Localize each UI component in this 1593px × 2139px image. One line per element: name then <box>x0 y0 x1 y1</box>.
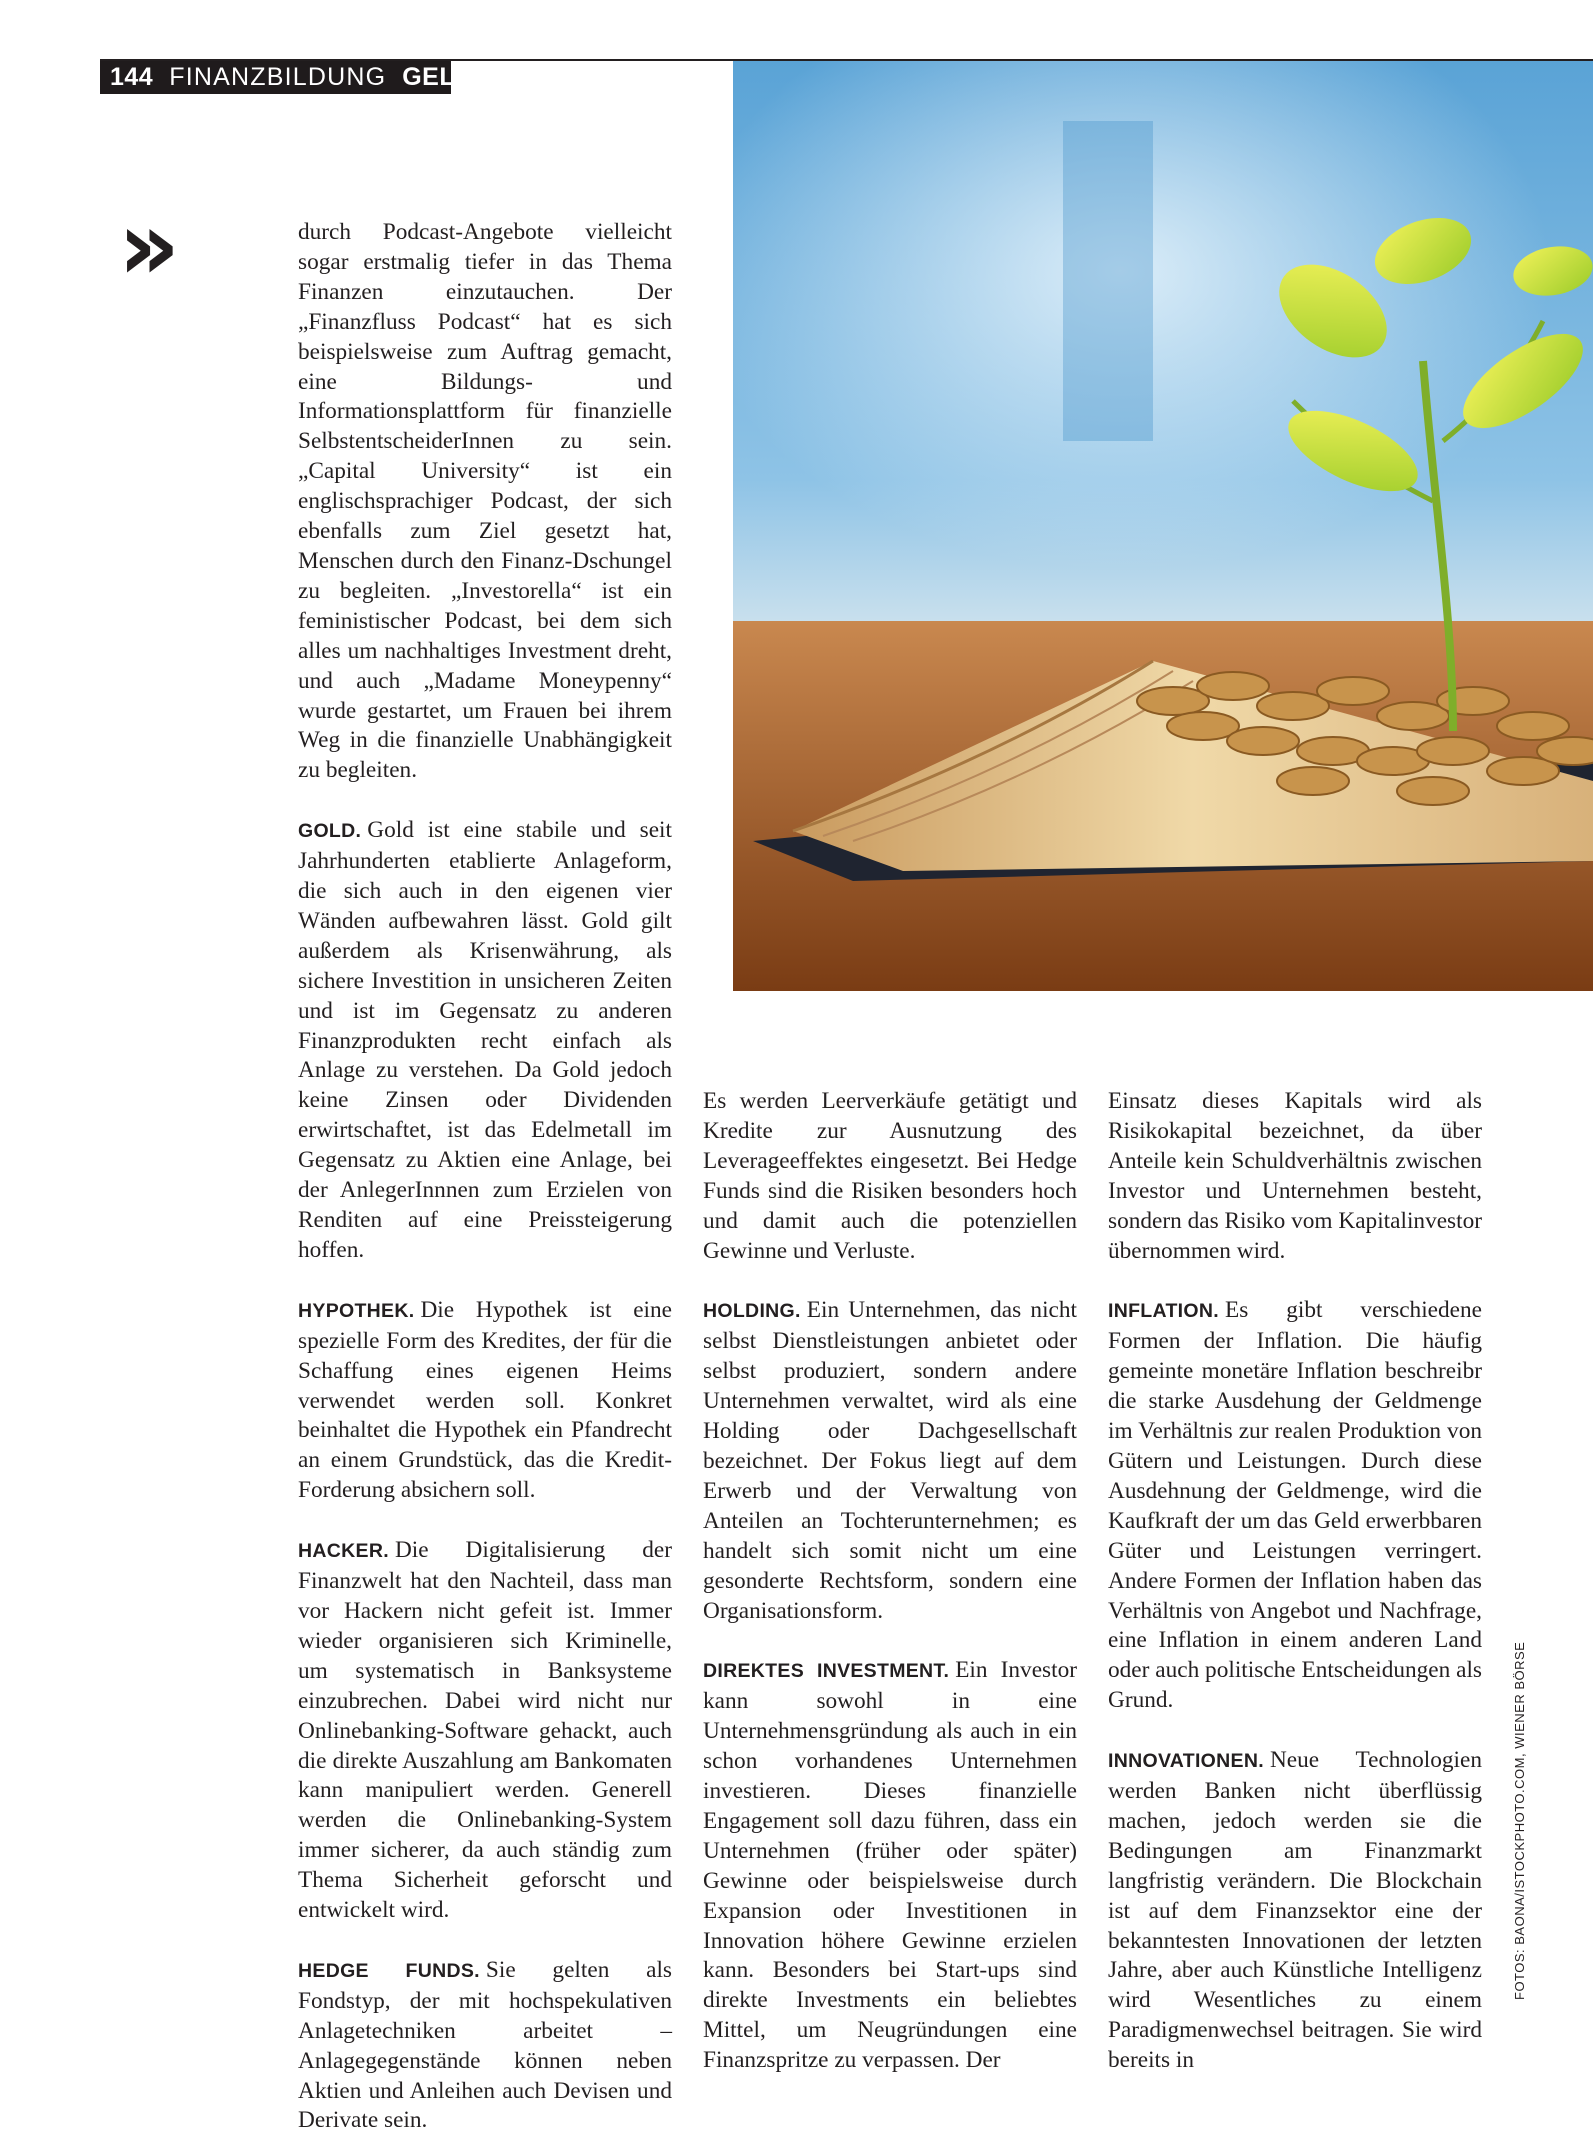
term-heading: HOLDING. <box>703 1300 801 1323</box>
paragraph-holding: HOLDING. Ein Unternehmen, das nicht selbst Dienstleistungen anbietet oder selbst produziert, sondern andere Unternehmen verwaltet, wird als eine Holding oder Dachgesellschaft bezeichnet. Der Fokus liegt auf dem Erwerb und der Verwaltung von Anteilen an Tochterunternehmen; es handelt sich somit nicht um eine gesonderte Rechtsform, sondern eine Organisationsform. <box>703 1297 1077 1624</box>
continuation-quote-icon: » <box>118 190 181 302</box>
page-number: 144 <box>110 63 154 91</box>
text-column-3 <box>1108 1087 1482 2076</box>
paragraph-hypothek: HYPOTHEK. Die Hypothek ist eine spezielle Form des Kredites, der für die Schaffung eines eigenen Heims verwendet werden soll. Konkret beinhaltet die Hypothek ein Pfandrecht an einem Grundstück, das die Kredit-Forderung absichern soll. <box>298 1296 672 1504</box>
paragraph-gold: GOLD. Gold ist eine stabile und seit Jahrhunderten etablierte Anlageform, die sich auch in den eigenen vier Wänden aufbewahren lässt. Gold gilt außerdem als Krisenwährung, als sichere Investition in unsicheren Zeiten und ist im Gegensatz zu anderen Finanzprodukten recht einfach als Anlage zu verstehen. Da Gold jedoch keine Zinsen oder Dividenden erwirtschaftet, ist das Edelmetall im Gegensatz zu Aktien eine Anlage, bei der AnlegerInnnen zum Erzielen von Renditen auf eine Preissteigerung hoffen. <box>298 817 672 1263</box>
paragraph-inflation: INFLATION. Es gibt verschiedene Formen der Inflation. Die häufig gemeinte monetäre Inflation beschreibr die starke Ausdehung der Geldmenge im Verhältnis zur realen Produktion von Gütern und Leistungen. Durch diese Ausdehnung der Geldmenge, wird die Kaufkraft der um das Geld erwerbbaren Güter und Leistungen verringert. Andere Formen der Inflation haben das Verhältnis von Angebot und Nachfrage, eine Inflation in einem anderen Land oder auch politische Entscheidungen als Grund. <box>1108 1297 1482 1714</box>
paragraph-investment-cont: Einsatz dieses Kapitals wird als Risikokapital bezeichnet, da über Anteile kein Schuldverhältnis zwischen Investor und Unternehmen besteht, sondern das Risiko vom Kapitalinvestor übernommen wird. <box>1108 1088 1483 1264</box>
text-column-1 <box>298 218 672 2136</box>
paragraph-innovationen: INNOVATIONEN. Neue Technologien werden Banken nicht überflüssig machen, jedoch werden sie die Bedingungen am Finanzmarkt langfristig verändern. Die Blockchain ist auf dem Finanzsektor eine der bekanntesten Innovationen der letzten Jahre, aber auch Künstliche Intelligenz wird Wesentliches zu einem Paradigmenwechsel beitragen. Sie wird bereits in <box>1108 1747 1482 2074</box>
term-heading: HYPOTHEK. <box>298 1299 415 1322</box>
term-heading: HEDGE FUNDS. <box>298 1959 480 1982</box>
term-heading: HACKER. <box>298 1540 389 1563</box>
section-name: FINANZBILDUNG <box>169 63 387 91</box>
plant-on-book-with-coins-photo <box>733 61 1593 991</box>
paragraph-direktes-investment: DIREKTES INVESTMENT. Ein Investor kann sowohl in eine Unternehmensgründung als auch in ein schon vorhandenes Unternehmen investieren. Dieses finanzielle Engagement soll dazu führen, dass ein Unternehmen (früher oder später) Gewinne oder beispielsweise durch Expansion oder Investitionen in Innovation höhere Gewinne erzielen kann. Besonders bei Start-ups sind direkte Investments ein beliebtes Mittel, um Neugründungen eine Finanzspritze zu verpassen. Der <box>703 1657 1077 2074</box>
paragraph-hedge-funds-cont: Es werden Leerverkäufe getätigt und Kredite zur Ausnutzung des Leverageeffektes eingesetzt. Bei Hedge Funds sind die Risiken besonders hoch und damit auch die potenziellen Gewinne und Verluste. <box>703 1088 1077 1264</box>
term-heading: GOLD. <box>298 820 362 843</box>
term-heading: INFLATION. <box>1108 1300 1219 1323</box>
topic-name: GELD <box>402 63 474 91</box>
term-heading: DIREKTES INVESTMENT. <box>703 1660 950 1683</box>
photo-credit: FOTOS: BAONA/ISTOCKPHOTO.COM, WIENER BÖRSE <box>1512 1641 1527 2000</box>
paragraph-hacker: HACKER. Die Digitalisierung der Finanzwelt hat den Nachteil, dass man vor Hackern nicht gefeit ist. Immer wieder organisieren sich Kriminelle, um systematisch in Banksysteme einzubrechen. Dabei wird nicht nur Onlinebanking-Software gehackt, auch die direkte Auszahlung am Bankomaten kann manipuliert werden. Generell werden die Onlinebanking-System immer sicherer, da auch ständig zum Thema Sicherheit geforscht und entwickelt wird. <box>298 1537 672 1924</box>
text-column-2 <box>703 1087 1077 2076</box>
page-header <box>100 61 474 94</box>
term-heading: INNOVATIONEN. <box>1108 1750 1264 1773</box>
paragraph-hedge-funds: HEDGE FUNDS. Sie gelten als Fondstyp, der mit hochspekulativen Anlagetechniken arbeitet – Anlagegegenstände können neben Aktien und Anleihen auch Devisen und Derivate sein. <box>298 1956 672 2134</box>
paragraph-intro: durch Podcast-Angebote vielleicht sogar erstmalig tiefer in das Thema Finanzen einzutauchen. Der „Finanzfluss Podcast“ hat es sich beispielsweise zum Auftrag gemacht, eine Bildungs- und Informationsplattform für finanzielle SelbstentscheiderInnen zu sein. „Capital University“ ist ein englischsprachiger Podcast, der sich ebenfalls zum Ziel gesetzt hat, Menschen durch den Finanz-Dschungel zu begleiten. „Investorella“ ist ein feministischer Podcast, bei dem sich alles um nachhaltiges Investment dreht, und auch „Madame Moneypenny“ wurde gestartet, um Frauen bei ihrem Weg in die finanzielle Unabhängigkeit zu begleiten. <box>298 219 672 784</box>
